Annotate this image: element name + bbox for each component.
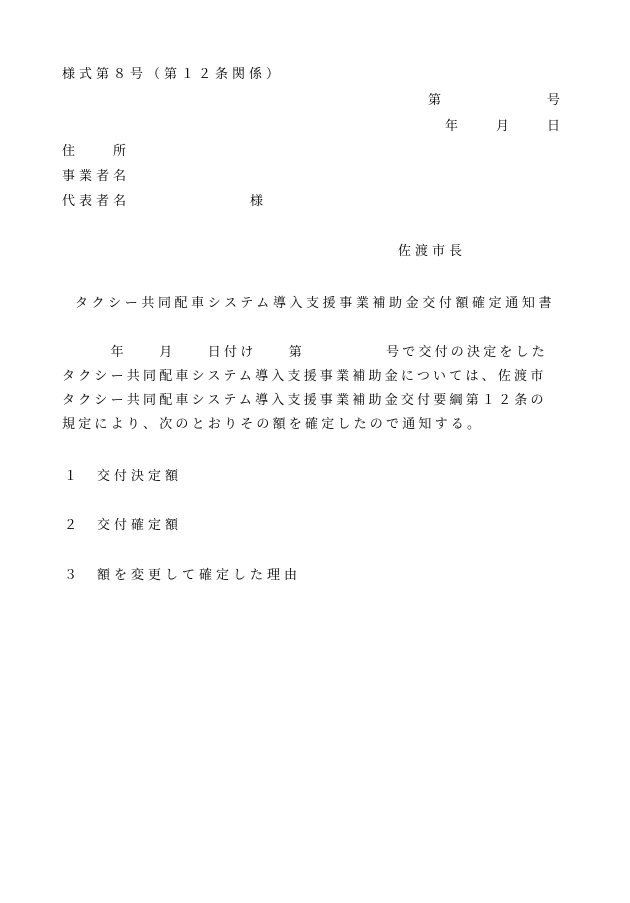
sender-mayor: 佐渡市長 bbox=[398, 244, 467, 259]
representative-name-label: 代表者名 bbox=[62, 194, 131, 209]
business-name-label: 事業者名 bbox=[62, 169, 131, 184]
document-date: 年 月 日 bbox=[444, 119, 564, 134]
address-label: 住 所 bbox=[62, 144, 131, 159]
item-label-decision-amount: 交付決定額 bbox=[97, 469, 183, 484]
document-number: 第 号 bbox=[427, 93, 564, 108]
item-label-confirmed-amount: 交付確定額 bbox=[97, 518, 183, 533]
honorific-sama: 様 bbox=[250, 194, 268, 209]
item-label-change-reason: 額を変更して確定した理由 bbox=[97, 568, 302, 583]
form-number: 様式第８号（第１２条関係） bbox=[62, 67, 284, 82]
document-title: タクシー共同配車システム導入支援事業補助金交付額確定通知書 bbox=[74, 296, 556, 311]
body-line-2: タクシー共同配車システム導入支援事業補助金については、佐渡市 bbox=[62, 369, 547, 384]
body-line-3: タクシー共同配車システム導入支援事業補助金交付要綱第１２条の bbox=[62, 393, 547, 408]
body-line-1: 年 月 日付け 第 号で交付の決定をした bbox=[62, 345, 549, 360]
item-number: ２ bbox=[64, 518, 82, 533]
item-number: ３ bbox=[64, 568, 82, 583]
body-line-4: 規定により、次のとおりその額を確定したので通知する。 bbox=[62, 417, 484, 432]
item-number: １ bbox=[64, 469, 82, 484]
